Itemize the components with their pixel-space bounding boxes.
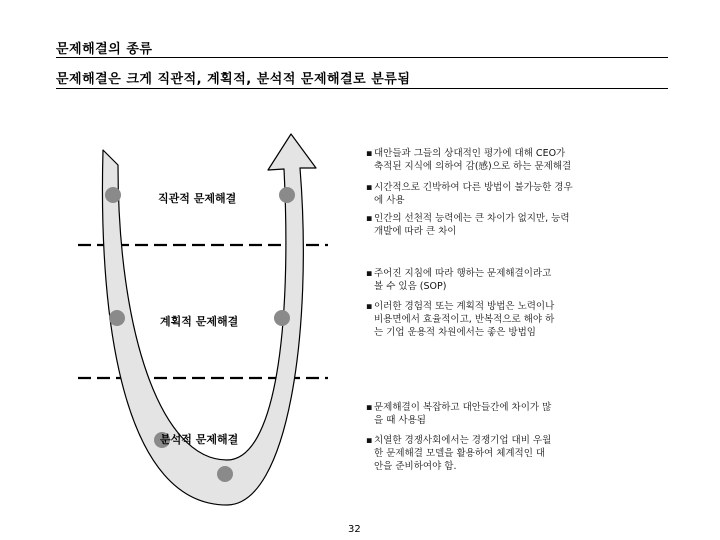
bullet-intuitive-3: ▪ 인간의 선천적 능력에는 큰 차이가 없지만, 능력 개발에 따라 큰 차이 <box>366 213 570 237</box>
bullet-planned-2: ▪ 이러한 경험적 또는 계획적 방법은 노력이나 비용면에서 효율적이고, 반복적으로 해야 하 는 기업 운용적 차원에서는 좋은 방법임 <box>366 301 555 338</box>
bullet-marker-icon: ▪ <box>366 182 373 193</box>
page-subtitle: 문제해결은 크게 직관적, 계획적, 분석적 문제해결로 분류됨 <box>56 72 411 87</box>
dot-left-top <box>105 187 121 203</box>
bullet-marker-icon: ▪ <box>366 402 373 413</box>
page-number: 32 <box>348 524 361 535</box>
bullet-marker-icon: ▪ <box>366 148 373 159</box>
bullet-intuitive-1: ▪ 대안들과 그들의 상대적인 평가에 대해 CEO가 축적된 지식에 의하여 감(感)으로 하는 문제해결 <box>366 148 572 172</box>
dot-bottom <box>217 466 233 482</box>
bullet-marker-icon: ▪ <box>366 213 373 224</box>
bullet-marker-icon: ▪ <box>366 301 373 312</box>
bullet-marker-icon: ▪ <box>366 268 373 279</box>
dot-right-top <box>279 187 295 203</box>
level-label-intuitive: 직관적 문제해결 <box>158 192 237 205</box>
level-label-planned: 계획적 문제해결 <box>160 315 239 328</box>
bullet-analytic-1: ▪ 문제해결이 복잡하고 대안들간에 차이가 많 을 때 사용됨 <box>366 402 552 426</box>
bullet-analytic-2: ▪ 치열한 경쟁사회에서는 경쟁기업 대비 우월 한 문제해결 모델을 활용하여 체계적인 대 안을 준비하여야 함. <box>366 435 552 472</box>
dot-right-middle <box>274 310 290 326</box>
bullet-intuitive-2: ▪ 시간적으로 긴박하여 다른 방법이 불가능한 경우 에 사용 <box>366 182 573 206</box>
dot-left-middle <box>109 310 125 326</box>
bullet-planned-1: ▪ 주어진 지침에 따라 행하는 문제해결이라고 볼 수 있음 (SOP) <box>366 268 552 292</box>
page-title: 문제해결의 종류 <box>56 42 153 57</box>
level-label-analytic: 분석적 문제해결 <box>160 433 239 446</box>
bullet-marker-icon: ▪ <box>366 435 373 446</box>
